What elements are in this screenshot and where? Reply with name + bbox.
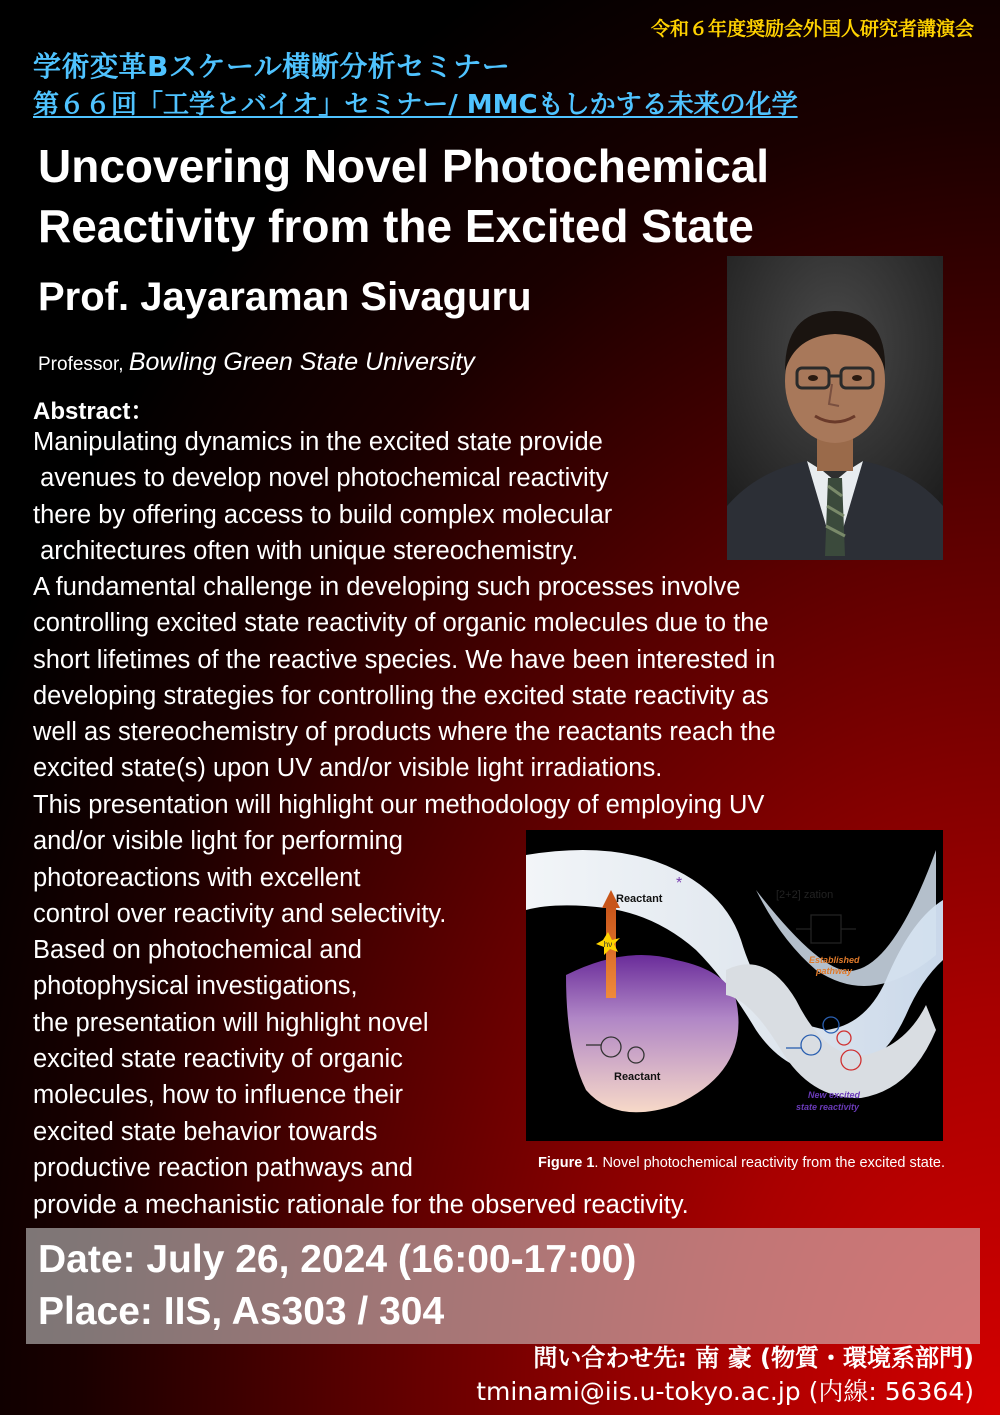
talk-title: Uncovering Novel Photochemical Reactivity from the Excited State xyxy=(38,140,770,252)
excited-star: * xyxy=(676,875,683,892)
abstract-paragraph-intro: Manipulating dynamics in the excited state provide avenues to develop novel photochemical reactivity there by offering access to build complex molecular architectures often with unique stereochemistry. xyxy=(33,428,613,565)
abstract-paragraph-challenge: A fundamental challenge in developing such processes involve controlling excited state reactivity of organic molecules due to the short lifetimes of the reactive species. We have been interested in developing strategies for controlling the excited state reactivity as well as stereochemistry of products where the reactants reach the excited state(s) upon UV and/or visible light irradiations. xyxy=(33,573,776,783)
speaker-name: Prof. Jayaraman Sivaguru xyxy=(38,275,532,319)
abstract-paragraph-closing: provide a mechanistic rationale for the observed reactivity. xyxy=(33,1191,689,1219)
new-excited-label: New excited xyxy=(808,1090,861,1100)
established-label: Established xyxy=(809,955,860,965)
figure-caption-text: . Novel photochemical reactivity from the excited state. xyxy=(594,1155,945,1171)
award-label: 令和６年度奨励会外国人研究者講演会 xyxy=(650,18,974,40)
contact-person: 問い合わせ先: 南 豪 (物質・環境系部門) xyxy=(533,1344,974,1372)
speaker-position: Professor, xyxy=(38,354,124,375)
reaction-label: [2+2] zation xyxy=(776,889,834,901)
state-reactivity-label: state reactivity xyxy=(796,1102,860,1112)
contact-email[interactable]: tminami@iis.u-tokyo.ac.jp (内線: 56364) xyxy=(476,1377,974,1406)
pathway-label: pathway xyxy=(816,966,853,976)
reactant-ground-label: Reactant xyxy=(614,1071,661,1083)
event-date: Date: July 26, 2024 (16:00-17:00) xyxy=(38,1238,637,1281)
figure-caption xyxy=(538,1155,945,1171)
abstract-label: Abstract： xyxy=(33,398,155,425)
speaker-portrait-illustration xyxy=(727,256,943,560)
hv-label: hν xyxy=(603,940,613,949)
speaker-affiliation xyxy=(38,348,475,377)
event-place: Place: IIS, As303 / 304 xyxy=(38,1290,445,1333)
reactant-excited-label: Reactant xyxy=(616,893,663,905)
reaction-pathway-illustration xyxy=(526,830,943,1141)
speaker-university: Bowling Green State University xyxy=(128,348,475,376)
speaker-photo xyxy=(727,256,943,560)
figure-caption-number: Figure 1 xyxy=(538,1155,595,1171)
figure-1-diagram xyxy=(526,830,943,1141)
seminar-series-title: 学術変革Bスケール横断分析セミナー xyxy=(33,50,511,83)
seminar-series-subtitle: 第６６回「工学とバイオ」セミナー/ MMCもしかする未来の化学 xyxy=(33,90,798,120)
abstract-paragraph-presentation: This presentation will highlight our methodology of employing UV and/or visible light for performing photoreactions with excellent control over reactivity and selectivity. Based on photochemical and photophysical investigations, the presentation will highlight novel excited state reactivity of organic molecules, how to influence their excited state behavior towards productive reaction pathways and xyxy=(33,791,765,1182)
